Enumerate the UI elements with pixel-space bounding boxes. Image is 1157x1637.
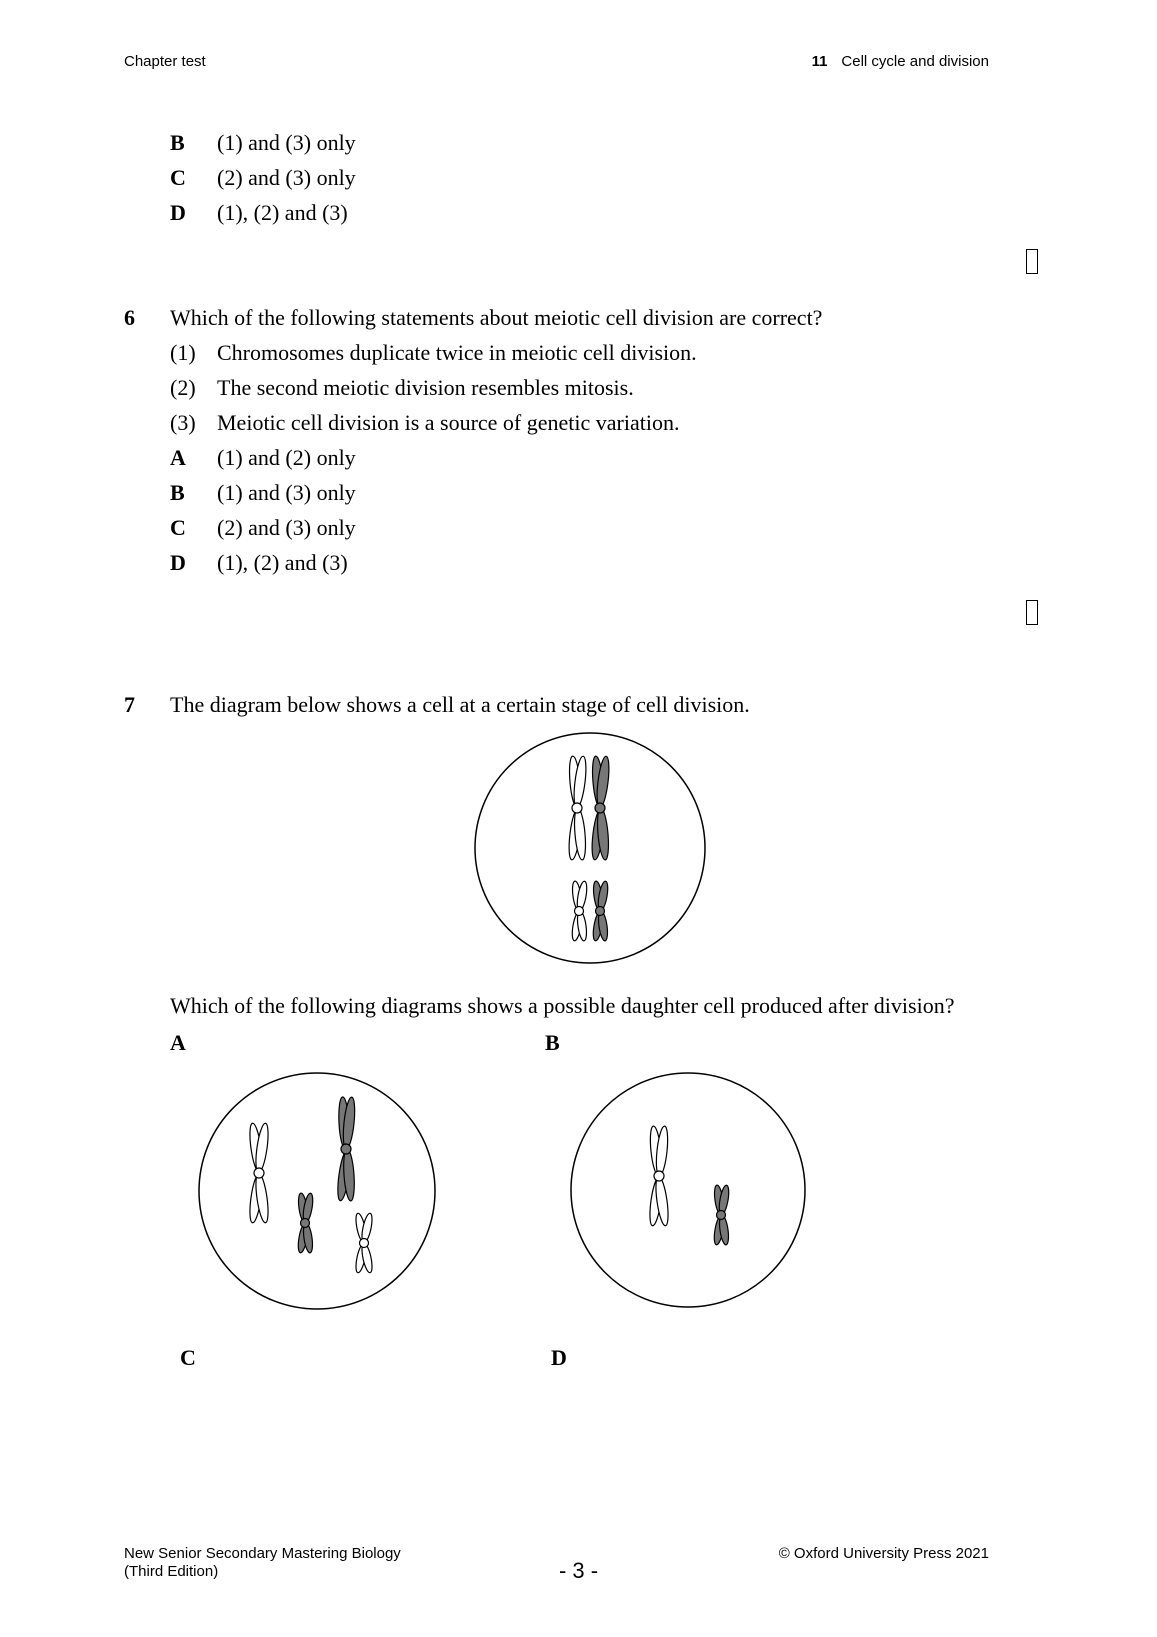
- q7-option-c-label: C: [180, 1345, 196, 1370]
- q7-intro: The diagram below shows a cell at a certain stage of cell division.: [170, 692, 750, 717]
- footer-copyright: © Oxford University Press 2021: [778, 1545, 989, 1562]
- q6-question: Which of the following statements about meiotic cell division are correct?: [170, 305, 823, 330]
- cell-diagram-main: [470, 728, 710, 968]
- q7-option-a-label: A: [170, 1030, 186, 1055]
- q5-answer-box[interactable]: [1026, 249, 1038, 274]
- cell-membrane: [571, 1073, 805, 1307]
- q7-number: 7: [124, 692, 135, 717]
- page-number: - 3 -: [558, 1558, 599, 1583]
- q6-number: 6: [124, 305, 135, 330]
- cell-diagram-option-b[interactable]: [566, 1070, 811, 1315]
- chapter-title: Cell cycle and division: [841, 53, 989, 70]
- running-header-left: Chapter test: [124, 53, 206, 70]
- q7-question: Which of the following diagrams shows a possible daughter cell produced after division?: [170, 993, 955, 1018]
- chapter-number: 11: [811, 53, 828, 70]
- cell-membrane: [475, 733, 705, 963]
- cell-membrane: [199, 1073, 435, 1309]
- running-header-right: [812, 53, 989, 70]
- q6-answer-box[interactable]: [1026, 600, 1038, 625]
- cell-diagram-option-a[interactable]: [196, 1070, 441, 1315]
- footer-book-line-2: (Third Edition): [124, 1563, 219, 1580]
- q7-option-d-label: D: [551, 1345, 567, 1370]
- q7-option-b-label: B: [545, 1030, 560, 1055]
- footer-book-line-1: New Senior Secondary Mastering Biology: [124, 1545, 401, 1562]
